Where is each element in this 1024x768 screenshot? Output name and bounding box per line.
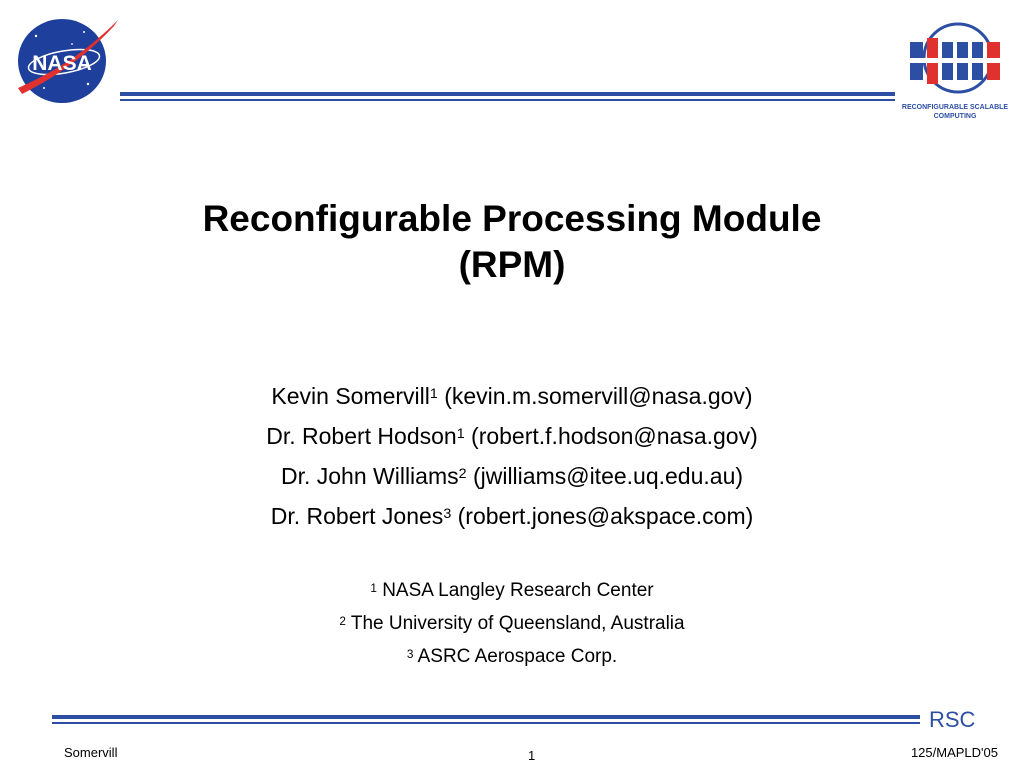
svg-text:NASA: NASA	[32, 52, 92, 75]
footer-divider-bottom	[52, 722, 920, 724]
author-list	[0, 376, 1024, 536]
slide-title	[0, 196, 1024, 288]
title-line-2: (RPM)	[458, 244, 566, 285]
author-entry: Kevin Somervill$^1$ (kevin.m.somervill@nasa.gov)	[271, 383, 753, 409]
rsc-logo	[900, 14, 1010, 120]
author-entry: Dr. Robert Jones$^3$ (robert.jones@akspace.com)	[270, 503, 754, 529]
footer-conference: 125/MAPLD'05	[910, 745, 998, 760]
nasa-logo	[14, 14, 122, 106]
affiliation-entry: $^3$ ASRC Aerospace Corp.	[406, 646, 618, 667]
header-divider-top	[120, 92, 895, 96]
footer-page-number: 1	[528, 748, 536, 763]
affiliation-entry: $^1$ NASA Langley Research Center	[370, 580, 654, 601]
header-divider-bottom	[120, 99, 895, 101]
title-line-1: Reconfigurable Processing Module	[202, 198, 822, 239]
author-entry: Dr. John Williams$^2$ (jwilliams@itee.uq.edu.au)	[280, 463, 744, 489]
rsc-logo-caption: RECONFIGURABLE SCALABLE COMPUTING	[901, 104, 1009, 120]
affiliation-list	[0, 574, 1024, 673]
footer-divider-top	[52, 715, 920, 719]
author-entry: Dr. Robert Hodson$^1$ (robert.f.hodson@nasa.gov)	[266, 423, 758, 449]
footer-author: Somervill	[64, 745, 118, 760]
affiliation-entry: $^2$ The University of Queensland, Australia	[339, 613, 685, 634]
rsc-footer-logo: RSC	[929, 707, 976, 732]
